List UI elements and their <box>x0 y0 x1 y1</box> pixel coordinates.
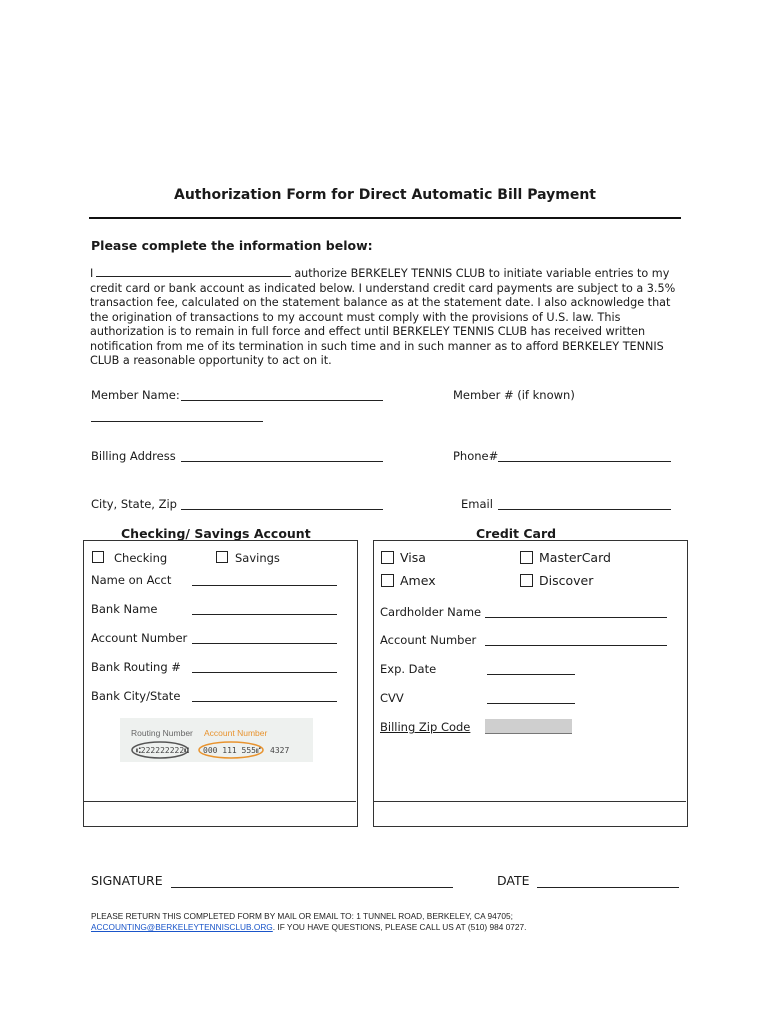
email-label: Email <box>461 497 493 511</box>
name-on-acct-field[interactable] <box>192 585 337 586</box>
exp-date-field[interactable] <box>487 674 575 675</box>
cvv-label: CVV <box>380 691 404 705</box>
discover-label: Discover <box>539 573 594 588</box>
bank-name-label: Bank Name <box>91 602 158 616</box>
name-on-acct-label: Name on Acct <box>91 573 172 587</box>
bank-box-divider <box>84 801 356 802</box>
footer-phone-text: . IF YOU HAVE QUESTIONS, PLEASE CALL US AT (510) 984 0727. <box>272 922 527 932</box>
billing-address-field[interactable] <box>181 461 383 462</box>
city-state-zip-field[interactable] <box>181 509 383 510</box>
bank-routing-label: Bank Routing # <box>91 660 181 674</box>
authorization-paragraph <box>90 266 685 369</box>
check-paper <box>120 718 313 762</box>
card-account-number-label: Account Number <box>380 633 477 647</box>
cardholder-name-label: Cardholder Name <box>380 605 482 619</box>
title-rule <box>89 217 681 219</box>
sample-check-graphic <box>120 718 313 762</box>
bank-routing-field[interactable] <box>192 672 337 673</box>
billing-address-label: Billing Address <box>91 449 176 463</box>
mastercard-checkbox[interactable] <box>520 551 533 564</box>
check-micr-check-number: 4327 <box>270 746 290 755</box>
check-account-label: Account Number <box>204 728 268 738</box>
exp-date-label: Exp. Date <box>380 662 437 676</box>
check-micr-routing: ⑆222222222⑆ <box>136 746 189 755</box>
card-box-divider <box>374 801 686 802</box>
footer-instructions <box>91 911 691 933</box>
cvv-field[interactable] <box>487 703 575 704</box>
date-label: DATE <box>497 873 530 888</box>
footer-line-2 <box>91 922 691 933</box>
phone-field[interactable] <box>498 461 671 462</box>
bank-city-state-label: Bank City/State <box>91 689 181 703</box>
billing-zip-label: Billing Zip Code <box>380 720 471 734</box>
footer-line-1: PLEASE RETURN THIS COMPLETED FORM BY MAIL OR EMAIL TO: 1 TUNNEL ROAD, BERKELEY, CA 94705; <box>91 911 513 921</box>
savings-checkbox[interactable] <box>216 551 228 563</box>
bank-section-heading: Checking/ Savings Account <box>121 526 311 541</box>
phone-label: Phone# <box>453 449 499 463</box>
form-title: Authorization Form for Direct Automatic Bill Payment <box>173 187 596 203</box>
footer-email-link[interactable]: ACCOUNTING@BERKELEYTENNISCLUB.ORG <box>91 922 273 932</box>
visa-label: Visa <box>400 550 426 565</box>
member-name-field[interactable] <box>181 400 383 401</box>
billing-zip-field[interactable] <box>485 719 572 734</box>
card-section-heading: Credit Card <box>476 526 557 541</box>
authorization-text: authorize BERKELEY TENNIS CLUB to initiate variable entries to my credit card or bank account as indicated below. I understand credit card payments are subject to a 3.5% transaction fee, calculated on the statement balance as at the statement date. I also acknowledge that the origination of transactions to my account must comply with the provisions of U.S. law. This authorization is to remain in full force and effect until BERKELEY TENNIS CLUB has received written notification from me of its termination in such time and in such manner as to afford BERKELEY TENNIS CLUB a reasonable opportunity to act on it. <box>90 267 676 367</box>
sample-check-image <box>120 718 313 762</box>
authorizer-name-blank[interactable] <box>96 266 291 277</box>
member-number-field[interactable] <box>91 421 263 422</box>
member-name-label: Member Name: <box>91 388 180 402</box>
card-account-number-field[interactable] <box>485 645 667 646</box>
bank-account-number-label: Account Number <box>91 631 188 645</box>
checking-checkbox[interactable] <box>92 551 104 563</box>
date-field[interactable] <box>537 887 679 888</box>
signature-label: SIGNATURE <box>91 873 163 888</box>
check-routing-label: Routing Number <box>131 728 193 738</box>
instructions-heading: Please complete the information below: <box>91 238 373 253</box>
amex-label: Amex <box>400 573 436 588</box>
email-field[interactable] <box>498 509 671 510</box>
bank-city-state-field[interactable] <box>192 701 337 702</box>
check-micr-account: 000 111 555⑈ <box>203 746 261 755</box>
visa-checkbox[interactable] <box>381 551 394 564</box>
cardholder-name-field[interactable] <box>485 617 667 618</box>
bank-name-field[interactable] <box>192 614 337 615</box>
bank-account-number-field[interactable] <box>192 643 337 644</box>
checking-label: Checking <box>114 551 168 565</box>
authorization-prefix: I <box>90 267 94 280</box>
amex-checkbox[interactable] <box>381 574 394 587</box>
signature-field[interactable] <box>171 887 453 888</box>
city-state-zip-label: City, State, Zip <box>91 497 177 511</box>
mastercard-label: MasterCard <box>539 550 611 565</box>
savings-label: Savings <box>235 551 280 565</box>
discover-checkbox[interactable] <box>520 574 533 587</box>
member-number-label: Member # (if known) <box>453 388 575 402</box>
